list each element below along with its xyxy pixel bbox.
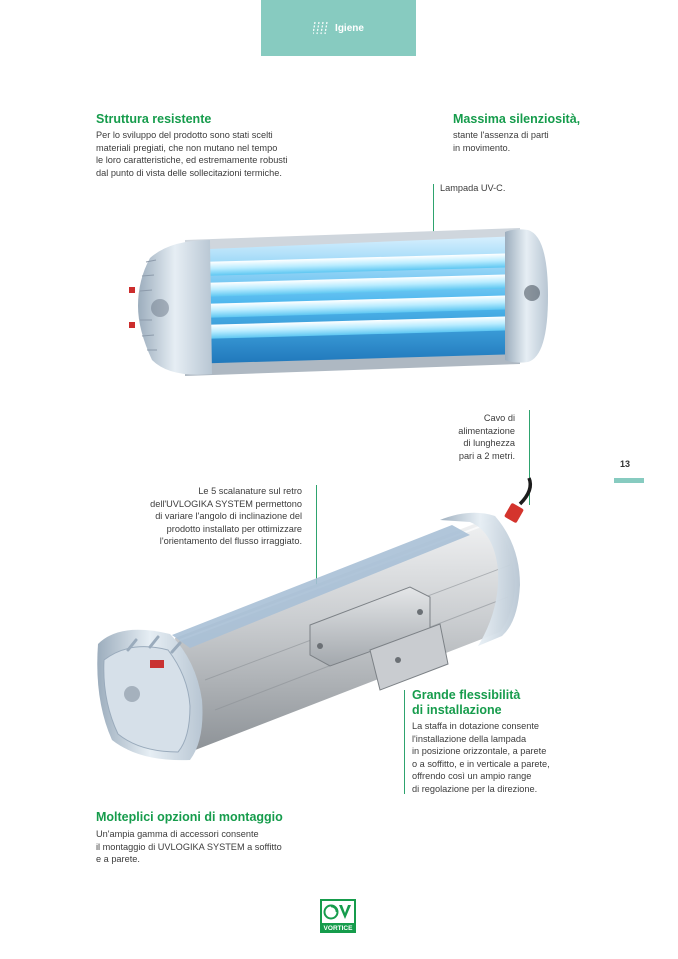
silenziosita-text: stante l'assenza di parti in movimento. <box>453 130 549 153</box>
flessibilita-leader-line <box>404 690 405 794</box>
cavo-text: Cavo di alimentazione di lunghezza pari a 2 metri. <box>458 413 515 461</box>
vortice-logo-text: VORTICE <box>323 925 353 932</box>
struttura-text: Per lo sviluppo del prodotto sono stati scelti materiali pregiati, che non mutano nel tempo le loro caratteristiche, ed estremamente robusti dal punto di vista delle sollecitazioni termiche. <box>96 130 288 178</box>
flessibilita-title: Grande flessibilità di installazione <box>412 688 521 717</box>
scalanature-text: Le 5 scalanature sul retro dell'UVLOGIKA SYSTEM permettono di variare l'angolo di inclinazione del prodotto installato per ottimizzare l'orientamento del flusso irraggiato. <box>150 486 302 547</box>
silenziosita-title: Massima silenziosità, <box>453 112 581 126</box>
struttura-title: Struttura resistente <box>96 112 212 126</box>
tab-label: Igiene <box>335 22 364 34</box>
montaggio-title: Molteplici opzioni di montaggio <box>96 810 283 824</box>
page-number: 13 <box>620 459 631 469</box>
flessibilita-text: La staffa in dotazione consente l'installazione della lampada in posizione orizzontale, a parete o a soffitto, e in verticale a parete, offrendo così un ampio range di regolazione per la direzione. <box>412 721 550 794</box>
vortice-logo <box>320 899 356 933</box>
montaggio-text: Un'ampia gamma di accessori consente il montaggio di UVLOGIKA SYSTEM a soffitto e a parete. <box>96 829 282 865</box>
uv-lamp-front-view <box>129 228 548 376</box>
lampada-label: Lampada UV-C. <box>440 183 506 193</box>
